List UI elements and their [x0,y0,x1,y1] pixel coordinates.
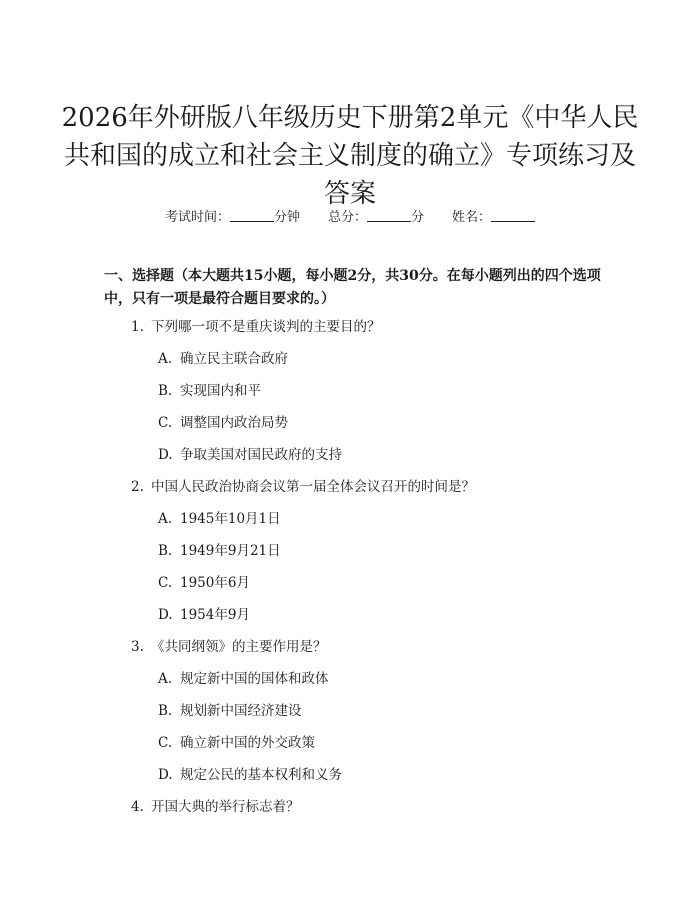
option-3b[interactable] [158,702,302,720]
option-3a[interactable] [158,670,329,688]
question-stem: 中国人民政治协商会议第一届全体会议召开的时间是？ [151,479,475,495]
option-text: 实现国内和平 [180,383,261,399]
option-text: 确立新中国的外交政策 [180,735,315,751]
option-3c[interactable] [158,734,315,752]
option-letter: C. [158,735,173,751]
document-title: 2026年外研版八年级历史下册第2单元《中华人民共和国的成立和社会主义制度的确立》专项练习及答案 [61,103,639,210]
total-score-unit: 分 [411,210,425,225]
question-3 [131,638,327,656]
total-score-blank[interactable] [367,209,411,222]
option-text: 确立民主联合政府 [180,351,288,367]
option-text: 1954年9月 [180,607,250,623]
total-score [328,206,424,225]
question-number: 3. [131,639,144,655]
option-text: 调整国内政治局势 [180,415,288,431]
option-letter: A. [158,671,173,687]
total-score-label: 总分： [327,210,367,225]
option-2c[interactable] [158,574,250,592]
option-1b[interactable] [158,382,261,400]
option-1d[interactable] [158,446,342,464]
option-letter: B. [158,543,173,559]
option-letter: C. [158,415,173,431]
option-letter: D. [158,447,173,463]
option-text: 规定新中国的国体和政体 [180,671,329,687]
exam-time-label: 考试时间： [164,210,230,225]
option-letter: C. [158,575,173,591]
option-2d[interactable] [158,606,250,624]
exam-time [165,206,300,225]
option-text: 争取美国对国民政府的支持 [180,447,342,463]
question-1 [131,318,381,336]
question-stem: 下列哪一项不是重庆谈判的主要目的？ [151,319,381,335]
option-text: 规定公民的基本权利和义务 [180,767,342,783]
question-stem: 开国大典的举行标志着？ [151,799,300,815]
exam-time-blank[interactable] [230,209,274,222]
option-letter: A. [158,511,173,527]
exam-time-unit: 分钟 [273,210,300,225]
option-letter: D. [158,607,173,623]
option-letter: A. [158,351,173,367]
option-2b[interactable] [158,542,281,560]
option-letter: B. [158,383,173,399]
option-text: 1949年9月21日 [180,543,281,559]
option-3d[interactable] [158,766,342,784]
student-name-label: 姓名： [452,210,492,225]
question-4 [131,798,300,816]
exam-meta [0,206,700,225]
student-name-blank[interactable] [491,209,535,222]
section-heading: 一、选择题（本大题共15小题，每小题2分，共30分。在每小题列出的四个选项中，只有一项是最符合题目要求的。） [104,268,601,307]
option-letter: B. [158,703,173,719]
question-2 [131,478,475,496]
option-letter: D. [158,767,173,783]
option-1c[interactable] [158,414,288,432]
option-text: 1945年10月1日 [180,511,281,527]
student-name [452,206,535,225]
option-2a[interactable] [158,510,281,528]
option-text: 1950年6月 [180,575,250,591]
question-number: 4. [131,799,144,815]
question-number: 1. [131,319,144,335]
question-stem: 《共同纲领》的主要作用是？ [151,639,327,655]
option-1a[interactable] [158,350,288,368]
question-number: 2. [131,479,144,495]
option-text: 规划新中国经济建设 [180,703,302,719]
